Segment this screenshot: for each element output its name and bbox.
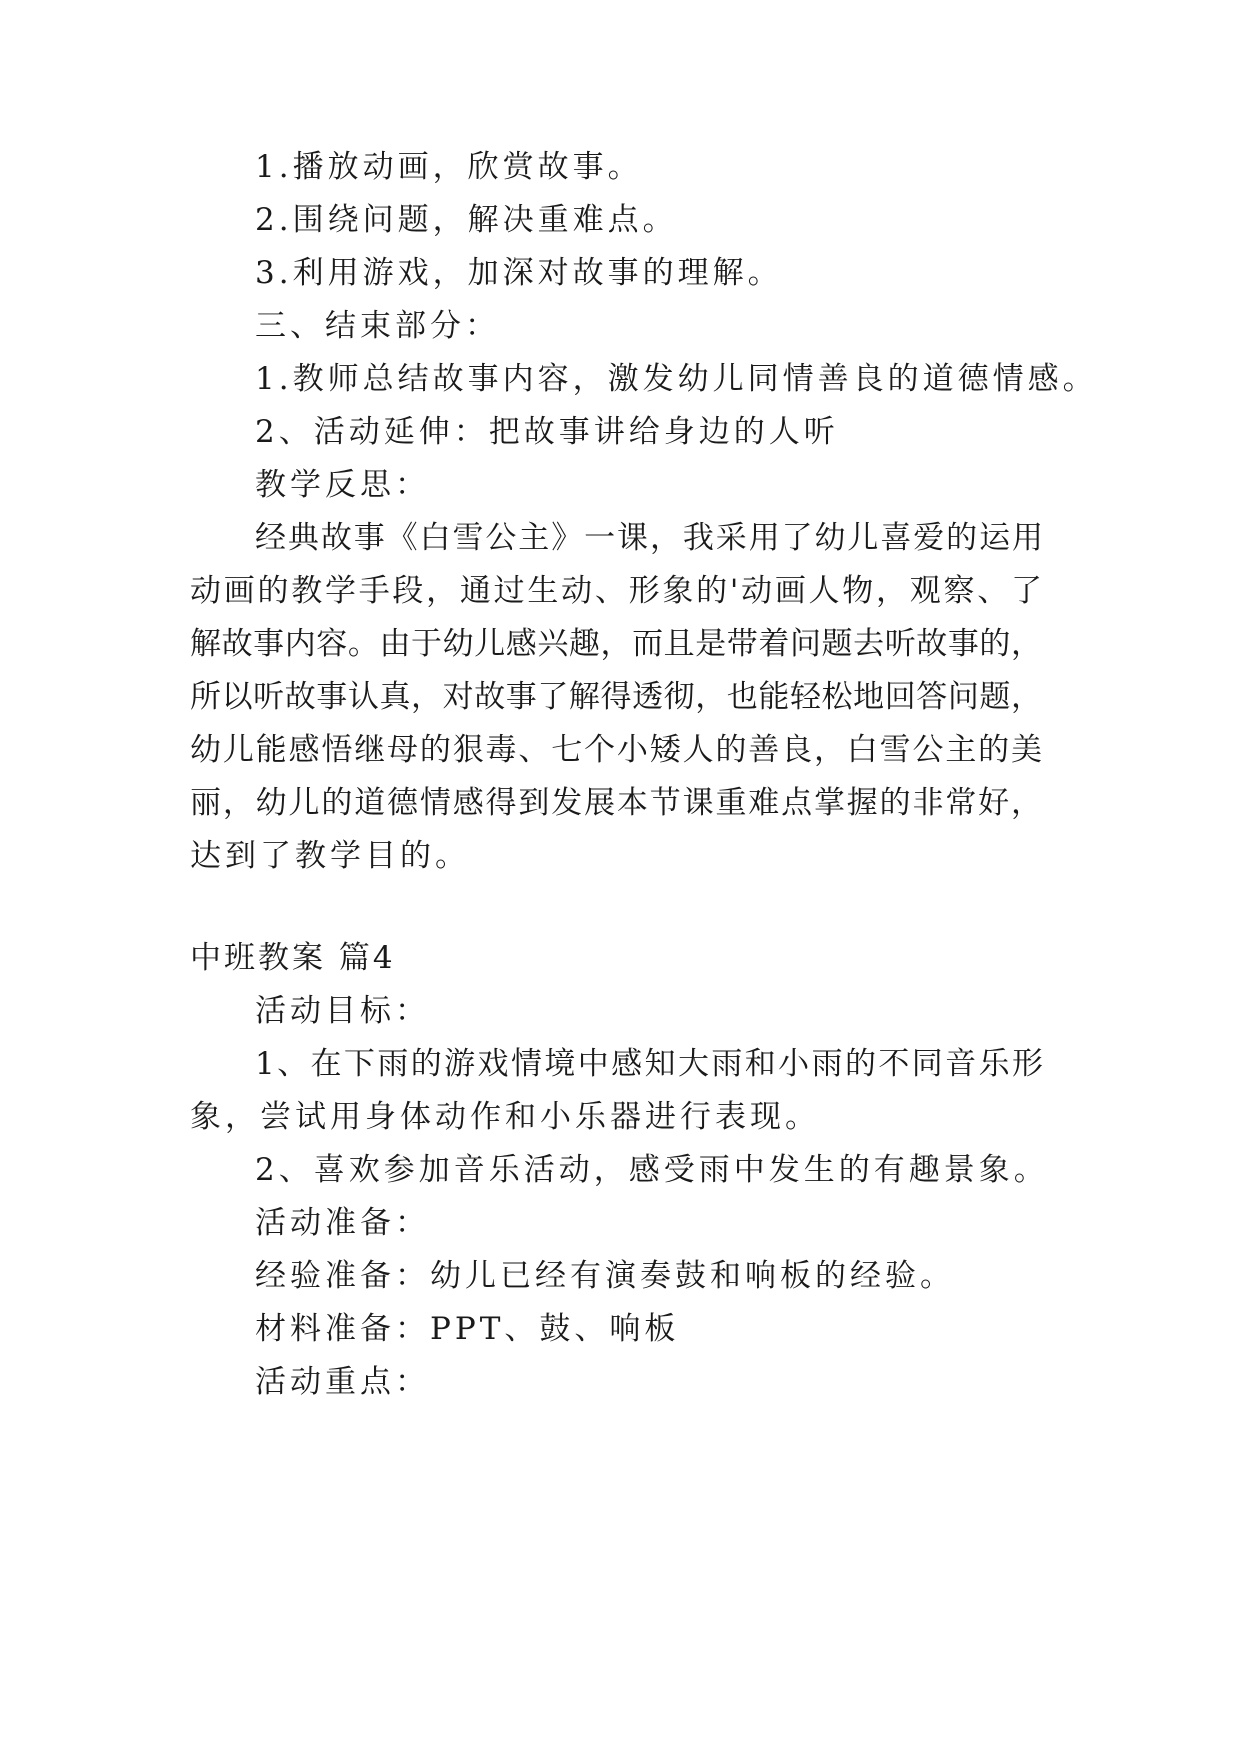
goals-heading: 活动目标：	[255, 993, 430, 1029]
end-item-2: 2、活动延伸：把故事讲给身边的人听	[255, 414, 839, 450]
prep-experience: 经验准备：幼儿已经有演奏鼓和响板的经验。	[255, 1258, 955, 1294]
prep-materials: 材料准备：PPT、鼓、响板	[255, 1311, 680, 1347]
reflection-line-3: 解故事内容。由于幼儿感兴趣，而且是带着问题去听故事的，	[190, 626, 1042, 662]
reflection-line-1: 经典故事《白雪公主》一课，我采用了幼儿喜爱的运用	[255, 520, 1043, 556]
goal-1-line-1: 1、在下雨的游戏情境中感知大雨和小雨的不同音乐形	[255, 1046, 1043, 1082]
end-part-heading: 三、结束部分：	[255, 308, 500, 344]
reflection-heading: 教学反思：	[255, 467, 430, 503]
focus-heading: 活动重点：	[255, 1364, 430, 1400]
reflection-line-5: 幼儿能感悟继母的狠毒、七个小矮人的善良，白雪公主的美	[190, 732, 1042, 768]
reflection-line-6: 丽，幼儿的道德情感得到发展本节课重难点掌握的非常好，	[190, 785, 1042, 821]
step-3: 3.利用游戏，加深对故事的理解。	[255, 255, 783, 291]
reflection-line-2: 动画的教学手段，通过生动、形象的'动画人物，观察、了	[190, 573, 1042, 609]
goal-2: 2、喜欢参加音乐活动，感受雨中发生的有趣景象。	[255, 1152, 1049, 1188]
end-item-1: 1.教师总结故事内容，激发幼儿同情善良的道德情感。	[255, 361, 1098, 397]
prep-heading: 活动准备：	[255, 1205, 430, 1241]
lesson-title: 中班教案 篇4	[190, 940, 396, 976]
step-2: 2.围绕问题，解决重难点。	[255, 202, 678, 238]
reflection-line-7: 达到了教学目的。	[190, 838, 470, 874]
step-1: 1.播放动画，欣赏故事。	[255, 149, 643, 185]
goal-1-line-2: 象，尝试用身体动作和小乐器进行表现。	[190, 1099, 820, 1135]
reflection-line-4: 所以听故事认真，对故事了解得透彻，也能轻松地回答问题，	[190, 679, 1042, 715]
